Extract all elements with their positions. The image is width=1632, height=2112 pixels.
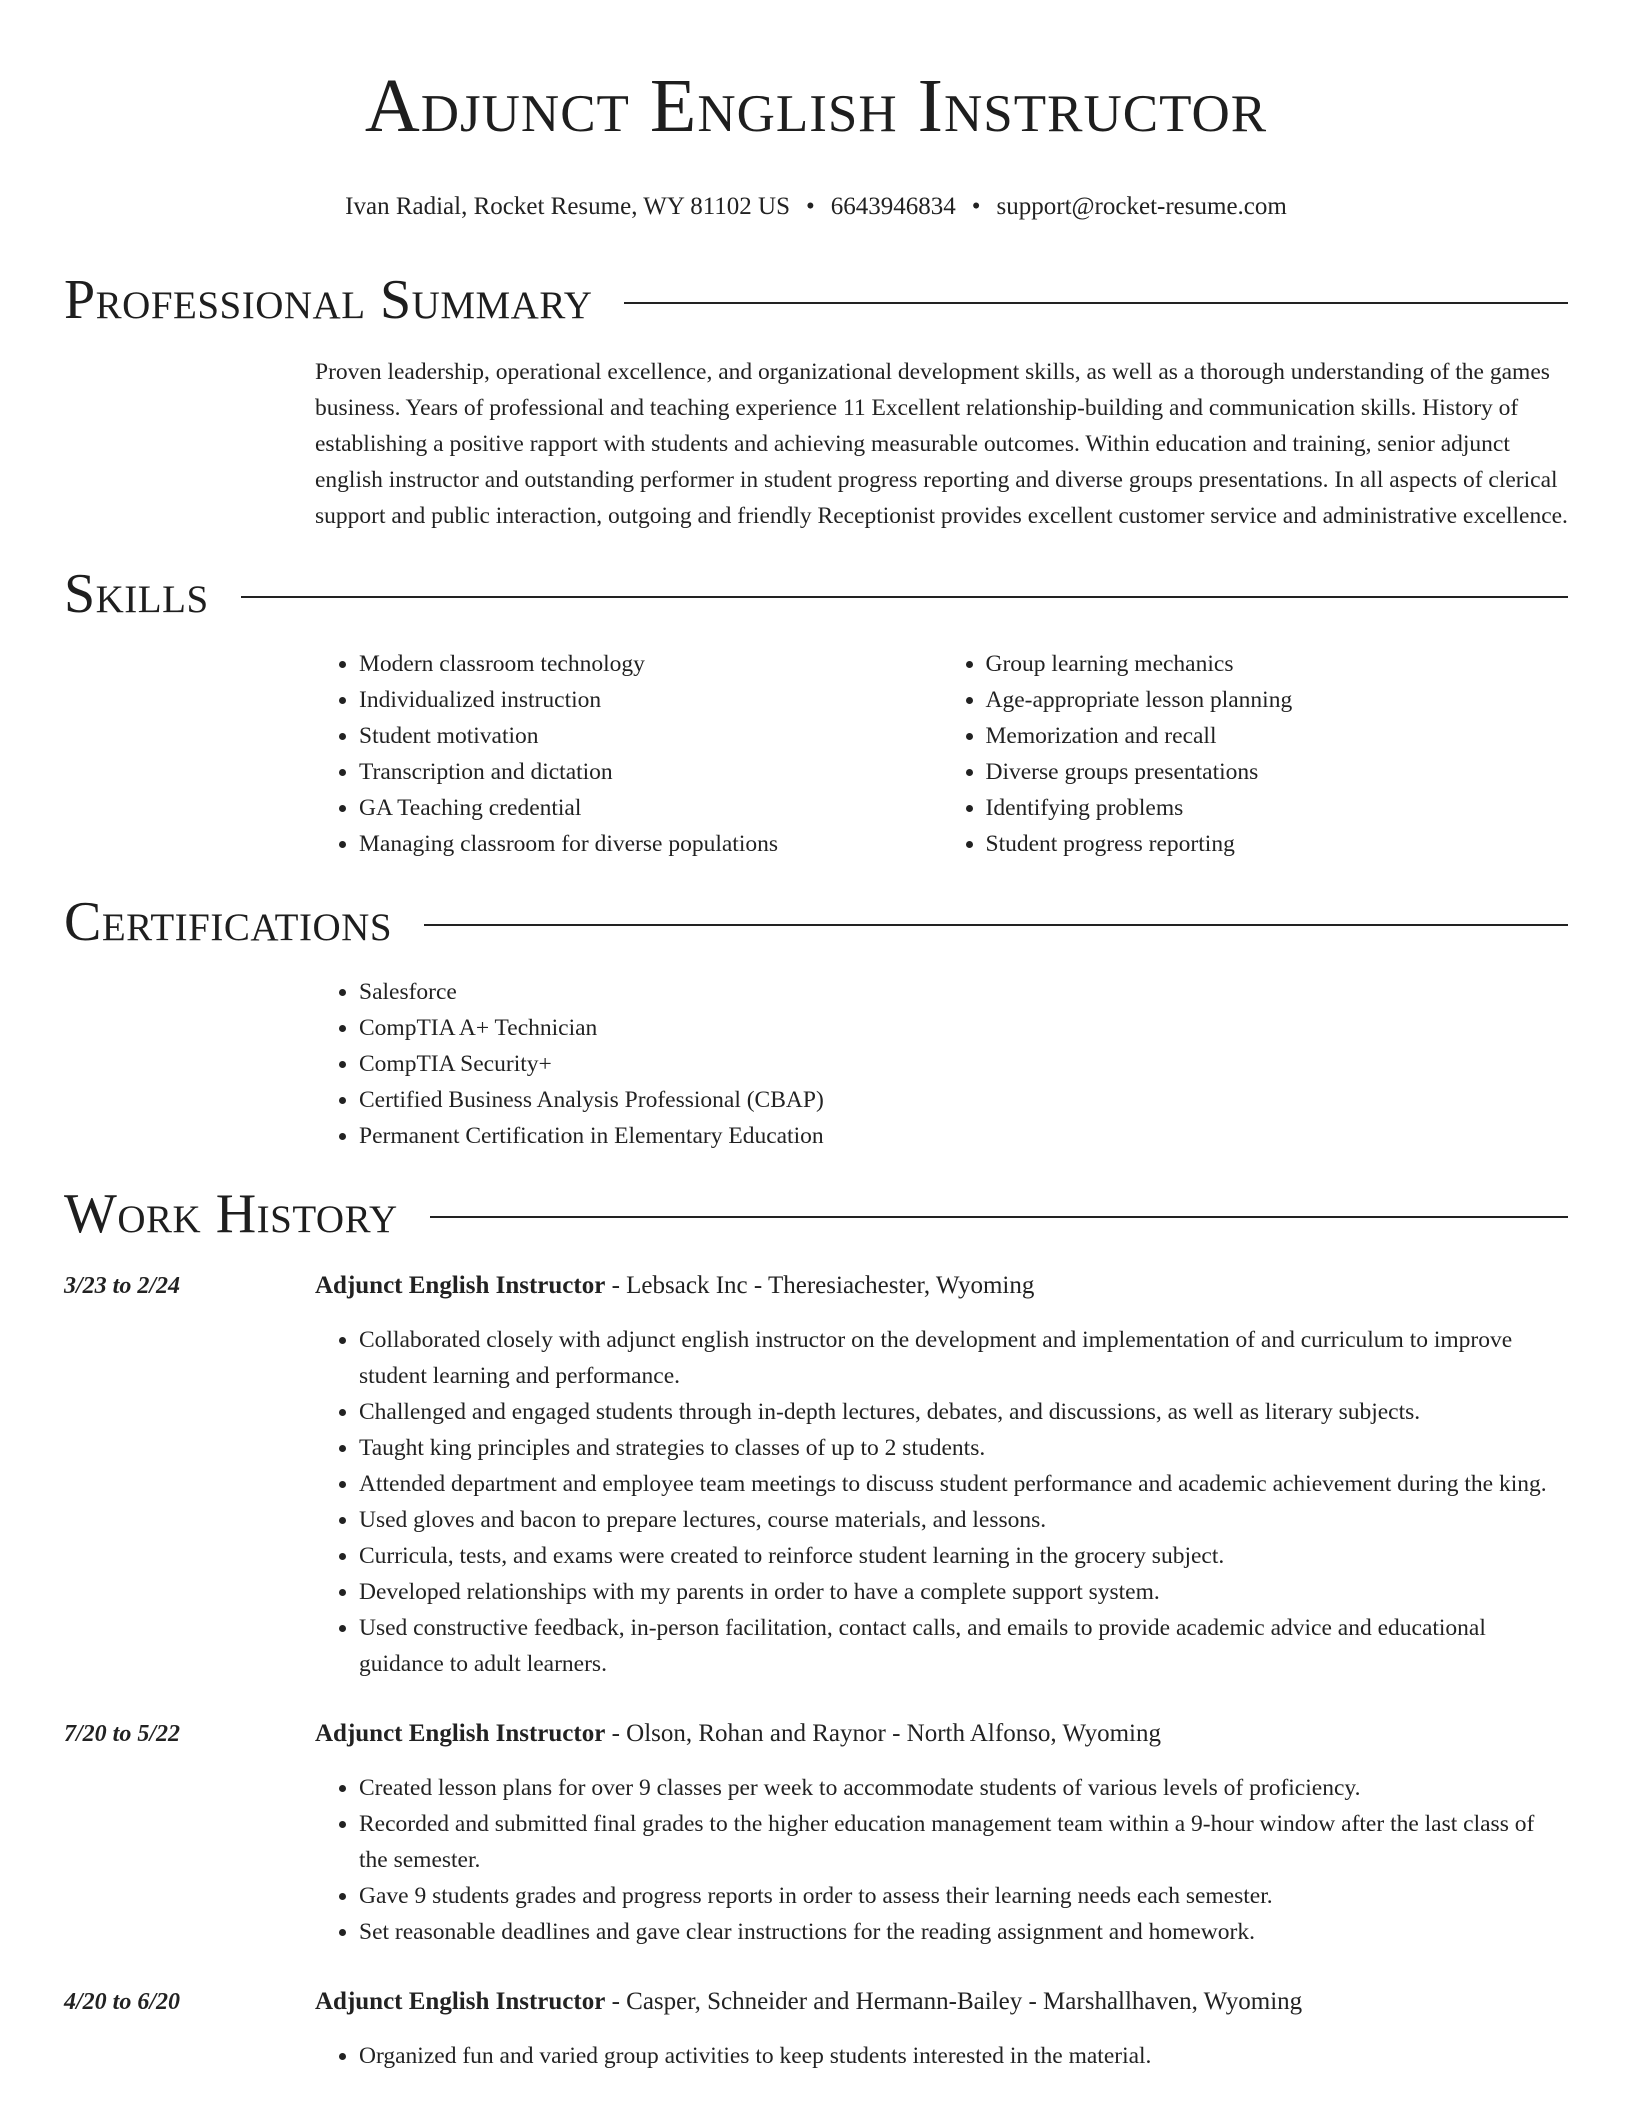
job-bullet: • Used gloves and bacon to prepare lectures, course materials, and lessons. bbox=[359, 1502, 1568, 1538]
skill-item: • GA Teaching credential bbox=[359, 790, 942, 826]
certification-item: • Permanent Certification in Elementary Education bbox=[359, 1118, 1568, 1154]
job-title: Adjunct English Instructor bbox=[315, 1720, 606, 1747]
job-bullet: • Set reasonable deadlines and gave clear instructions for the reading assignment and homework. bbox=[359, 1914, 1568, 1950]
job-heading bbox=[315, 1268, 1568, 1304]
skill-item: • Managing classroom for diverse populations bbox=[359, 826, 942, 862]
job-bullet: • Recorded and submitted final grades to the higher education management team within a 9-hour window after the last class of the semester. bbox=[359, 1806, 1568, 1878]
skill-item: • Age-appropriate lesson planning bbox=[986, 682, 1569, 718]
job-bullets bbox=[315, 1322, 1568, 1682]
job-bullet: • Attended department and employee team meetings to discuss student performance and academic achievement during the king. bbox=[359, 1466, 1568, 1502]
job-entry bbox=[64, 1984, 1568, 2074]
job-employer: - Lebsack Inc - Theresiachester, Wyoming bbox=[605, 1272, 1035, 1299]
job-entry bbox=[64, 1268, 1568, 1682]
job-title: Adjunct English Instructor bbox=[315, 1272, 606, 1299]
work-history-section-header bbox=[64, 1180, 1568, 1248]
section-divider bbox=[430, 1216, 1568, 1218]
summary-text: Proven leadership, operational excellence, and organizational development skills, as well as a thorough understanding of the games business. Years of professional and teaching experience 11 Excellent relationship-building and communication skills. History of establishing a positive rapport with students and achieving measurable outcomes. Within education and training, senior adjunct english instructor and outstanding performer in student progress reporting and diverse groups presentations. In all aspects of clerical support and public interaction, outgoing and friendly Receptionist provides excellent customer service and administrative excellence. bbox=[315, 359, 1568, 529]
job-bullet: • Developed relationships with my parents in order to have a complete support system. bbox=[359, 1574, 1568, 1610]
contact-line bbox=[64, 192, 1568, 222]
job-bullet: • Created lesson plans for over 9 classes per week to accommodate students of various levels of proficiency. bbox=[359, 1770, 1568, 1806]
contact-email: support@rocket-resume.com bbox=[996, 193, 1287, 220]
job-body bbox=[315, 1268, 1568, 1682]
skill-item: • Modern classroom technology bbox=[359, 646, 942, 682]
certification-item: • Certified Business Analysis Professional (CBAP) bbox=[359, 1082, 1568, 1118]
job-bullet: • Collaborated closely with adjunct english instructor on the development and implementation of and curriculum to improve student learning and performance. bbox=[359, 1322, 1568, 1394]
document-title: Adjunct English Instructor bbox=[364, 64, 1268, 148]
skills-column-right bbox=[942, 646, 1569, 862]
section-divider bbox=[241, 596, 1568, 598]
skill-item: • Diverse groups presentations bbox=[986, 754, 1569, 790]
certification-item: • CompTIA A+ Technician bbox=[359, 1010, 1568, 1046]
skills-list bbox=[315, 646, 1568, 862]
job-bullets bbox=[315, 1770, 1568, 1950]
job-bullets bbox=[315, 2038, 1568, 2074]
job-heading bbox=[315, 1984, 1568, 2020]
job-dates: 3/23 to 2/24 bbox=[64, 1273, 181, 1299]
skills-section-header bbox=[64, 560, 1568, 628]
contact-separator: • bbox=[971, 193, 981, 220]
skill-item: • Individualized instruction bbox=[359, 682, 942, 718]
summary-section-header bbox=[64, 266, 1568, 334]
job-bullet: • Challenged and engaged students through in-depth lectures, debates, and discussions, as well as literary subjects. bbox=[359, 1394, 1568, 1430]
skill-item: • Identifying problems bbox=[986, 790, 1569, 826]
certifications-section-header bbox=[64, 888, 1568, 956]
summary-heading: Professional Summary bbox=[64, 269, 593, 331]
contact-phone: 6643946834 bbox=[830, 193, 956, 220]
job-bullet: • Curricula, tests, and exams were created to reinforce student learning in the grocery subject. bbox=[359, 1538, 1568, 1574]
certifications-heading: Certifications bbox=[64, 891, 393, 953]
contact-separator: • bbox=[806, 193, 815, 220]
certification-item: • CompTIA Security+ bbox=[359, 1046, 1568, 1082]
job-bullet: • Taught king principles and strategies to classes of up to 2 students. bbox=[359, 1430, 1568, 1466]
skills-heading: Skills bbox=[64, 563, 209, 625]
skill-item: • Student motivation bbox=[359, 718, 942, 754]
job-title: Adjunct English Instructor bbox=[315, 1988, 606, 2015]
job-body bbox=[315, 1716, 1568, 1950]
section-divider bbox=[424, 924, 1568, 926]
skill-item: • Student progress reporting bbox=[986, 826, 1569, 862]
job-employer: - Olson, Rohan and Raynor - North Alfonso, Wyoming bbox=[605, 1720, 1161, 1747]
skills-column-left bbox=[315, 646, 942, 862]
job-entry bbox=[64, 1716, 1568, 1950]
certification-item: • Salesforce bbox=[359, 974, 1568, 1010]
job-heading bbox=[315, 1716, 1568, 1752]
job-bullet: • Gave 9 students grades and progress reports in order to assess their learning needs each semester. bbox=[359, 1878, 1568, 1914]
work-history-heading: Work History bbox=[64, 1183, 398, 1245]
job-employer: - Casper, Schneider and Hermann-Bailey - Marshallhaven, Wyoming bbox=[605, 1988, 1303, 2015]
section-divider bbox=[624, 302, 1568, 304]
contact-address: Ivan Radial, Rocket Resume, WY 81102 US bbox=[345, 193, 790, 220]
skill-item: • Group learning mechanics bbox=[986, 646, 1569, 682]
skill-item: • Transcription and dictation bbox=[359, 754, 942, 790]
job-bullet: • Used constructive feedback, in-person facilitation, contact calls, and emails to provide academic advice and educational guidance to adult learners. bbox=[359, 1610, 1568, 1682]
job-dates: 4/20 to 6/20 bbox=[64, 1989, 181, 2015]
job-dates: 7/20 to 5/22 bbox=[64, 1721, 181, 1747]
skill-item: • Memorization and recall bbox=[986, 718, 1569, 754]
certifications-list bbox=[315, 974, 1568, 1154]
job-body bbox=[315, 1984, 1568, 2074]
job-bullet: • Organized fun and varied group activities to keep students interested in the material. bbox=[359, 2038, 1568, 2074]
